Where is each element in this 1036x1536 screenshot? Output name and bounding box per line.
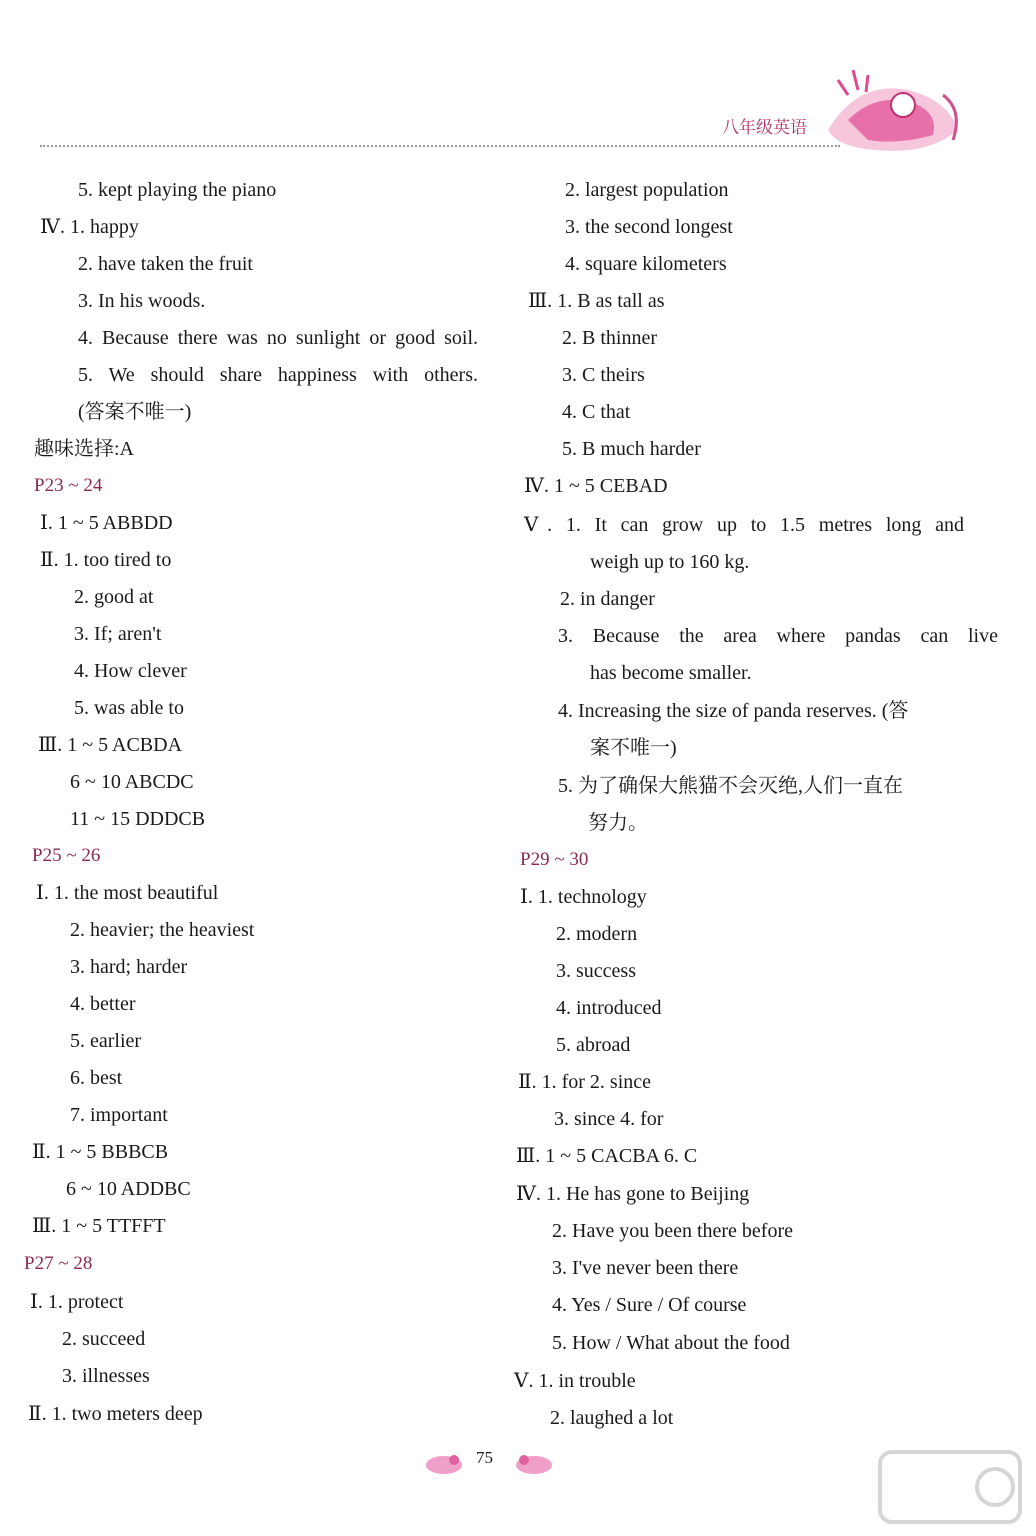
answer-line: 3. hard; harder [70,956,188,978]
answer-line: Ⅰ. 1 ~ 5 ABBDD [40,512,173,534]
answer-line: 3. If; aren't [74,623,162,645]
answer-line: 5. was able to [74,697,184,719]
answer-line: 3. Because the area where pandas can live [558,625,998,647]
answer-line: 5. B much harder [562,438,701,460]
answer-line: 4. Yes / Sure / Of course [552,1294,747,1316]
answer-line: 4. C that [562,401,631,423]
answer-line: 4. How clever [74,660,187,682]
answer-line: has become smaller. [590,662,752,684]
answer-line: 2. heavier; the heaviest [70,919,255,941]
header-divider [40,145,840,147]
answer-line: (答案不唯一) [78,401,192,423]
answer-line: Ⅴ. 1. in trouble [514,1370,636,1392]
answer-line: Ⅲ. 1. B as tall as [528,290,665,312]
answer-line: 3. the second longest [565,216,733,238]
answer-line: 2. modern [556,923,638,945]
answer-line: 2. succeed [62,1328,146,1350]
watermark-logo-icon [870,1442,1030,1532]
answer-line: Ⅲ. 1 ~ 5 TTFFT [32,1215,166,1237]
answer-line: 2. Have you been there before [552,1220,793,1242]
answer-line: 11 ~ 15 DDDCB [70,808,206,830]
page-range-heading: P27 ~ 28 [24,1253,93,1274]
answer-line: 2. have taken the fruit [78,253,253,275]
answer-line: Ⅱ. 1. too tired to [40,549,172,571]
answer-line: 5. kept playing the piano [78,179,277,201]
page-range-heading: P29 ~ 30 [520,849,589,870]
page-number: 75 [476,1448,493,1467]
answer-line: 2. laughed a lot [550,1407,674,1429]
answer-line: 趣味选择:A [34,438,134,460]
answer-line: Ⅳ. 1 ~ 5 CEBAD [524,475,668,497]
answer-line: Ⅱ. 1. two meters deep [28,1403,203,1425]
answer-line: 2. largest population [565,179,729,201]
answer-line: 5. How / What about the food [552,1332,790,1354]
answer-line: Ⅳ. 1. happy [40,216,139,238]
answer-line: 3. I've never been there [552,1257,739,1279]
answer-line: Ⅲ. 1 ~ 5 CACBA 6. C [516,1145,698,1167]
answer-line: 3. illnesses [62,1365,150,1387]
page-range-heading: P23 ~ 24 [34,475,103,496]
answer-line: Ⅰ. 1. technology [520,886,647,908]
answer-line: Ⅳ. 1. He has gone to Beijing [516,1183,750,1205]
answer-line: Ⅱ. 1. for 2. since [518,1071,652,1093]
answer-line: 5. 为了确保大熊猫不会灭绝,人们一直在 [558,775,903,797]
answer-line: 3. In his woods. [78,290,206,312]
answer-line: 3. C theirs [562,364,645,386]
answer-line: 7. important [70,1104,168,1126]
answer-line: 6. best [70,1067,123,1089]
answer-line: 5. abroad [556,1034,631,1056]
answer-line: 4. Increasing the size of panda reserves. (答 [558,700,909,722]
answer-line: 2. in danger [560,588,655,610]
answer-line: 4. square kilometers [565,253,727,275]
answer-line: weigh up to 160 kg. [590,551,750,573]
answer-line: 2. good at [74,586,154,608]
answer-line: 4. Because there was no sunlight or good soil. [78,327,478,349]
answer-line: 6 ~ 10 ABCDC [70,771,194,793]
answer-line: 6 ~ 10 ADDBC [66,1178,191,1200]
bird-right-icon [512,1450,556,1476]
answer-line: 努力。 [588,812,648,834]
answer-line: Ⅱ. 1 ~ 5 BBBCB [32,1141,169,1163]
answer-line: 3. since 4. for [554,1108,664,1130]
answer-line: Ⅰ. 1. the most beautiful [36,882,219,904]
answer-line: 4. better [70,993,136,1015]
answer-line: 3. success [556,960,636,982]
header-label: 八年级英语 [722,118,807,138]
cartoon-logo-icon [818,60,968,160]
answer-line: Ⅴ. 1. It can grow up to 1.5 metres long and [524,514,964,536]
answer-line: 2. B thinner [562,327,657,349]
answer-line: 案不唯一) [590,737,677,759]
page-range-heading: P25 ~ 26 [32,845,101,866]
bird-left-icon [422,1450,466,1476]
answer-line: 5. earlier [70,1030,142,1052]
answer-line: Ⅰ. 1. protect [30,1291,124,1313]
answer-line: 5. We should share happiness with others. [78,364,478,386]
answer-line: 4. introduced [556,997,662,1019]
answer-line: Ⅲ. 1 ~ 5 ACBDA [38,734,183,756]
